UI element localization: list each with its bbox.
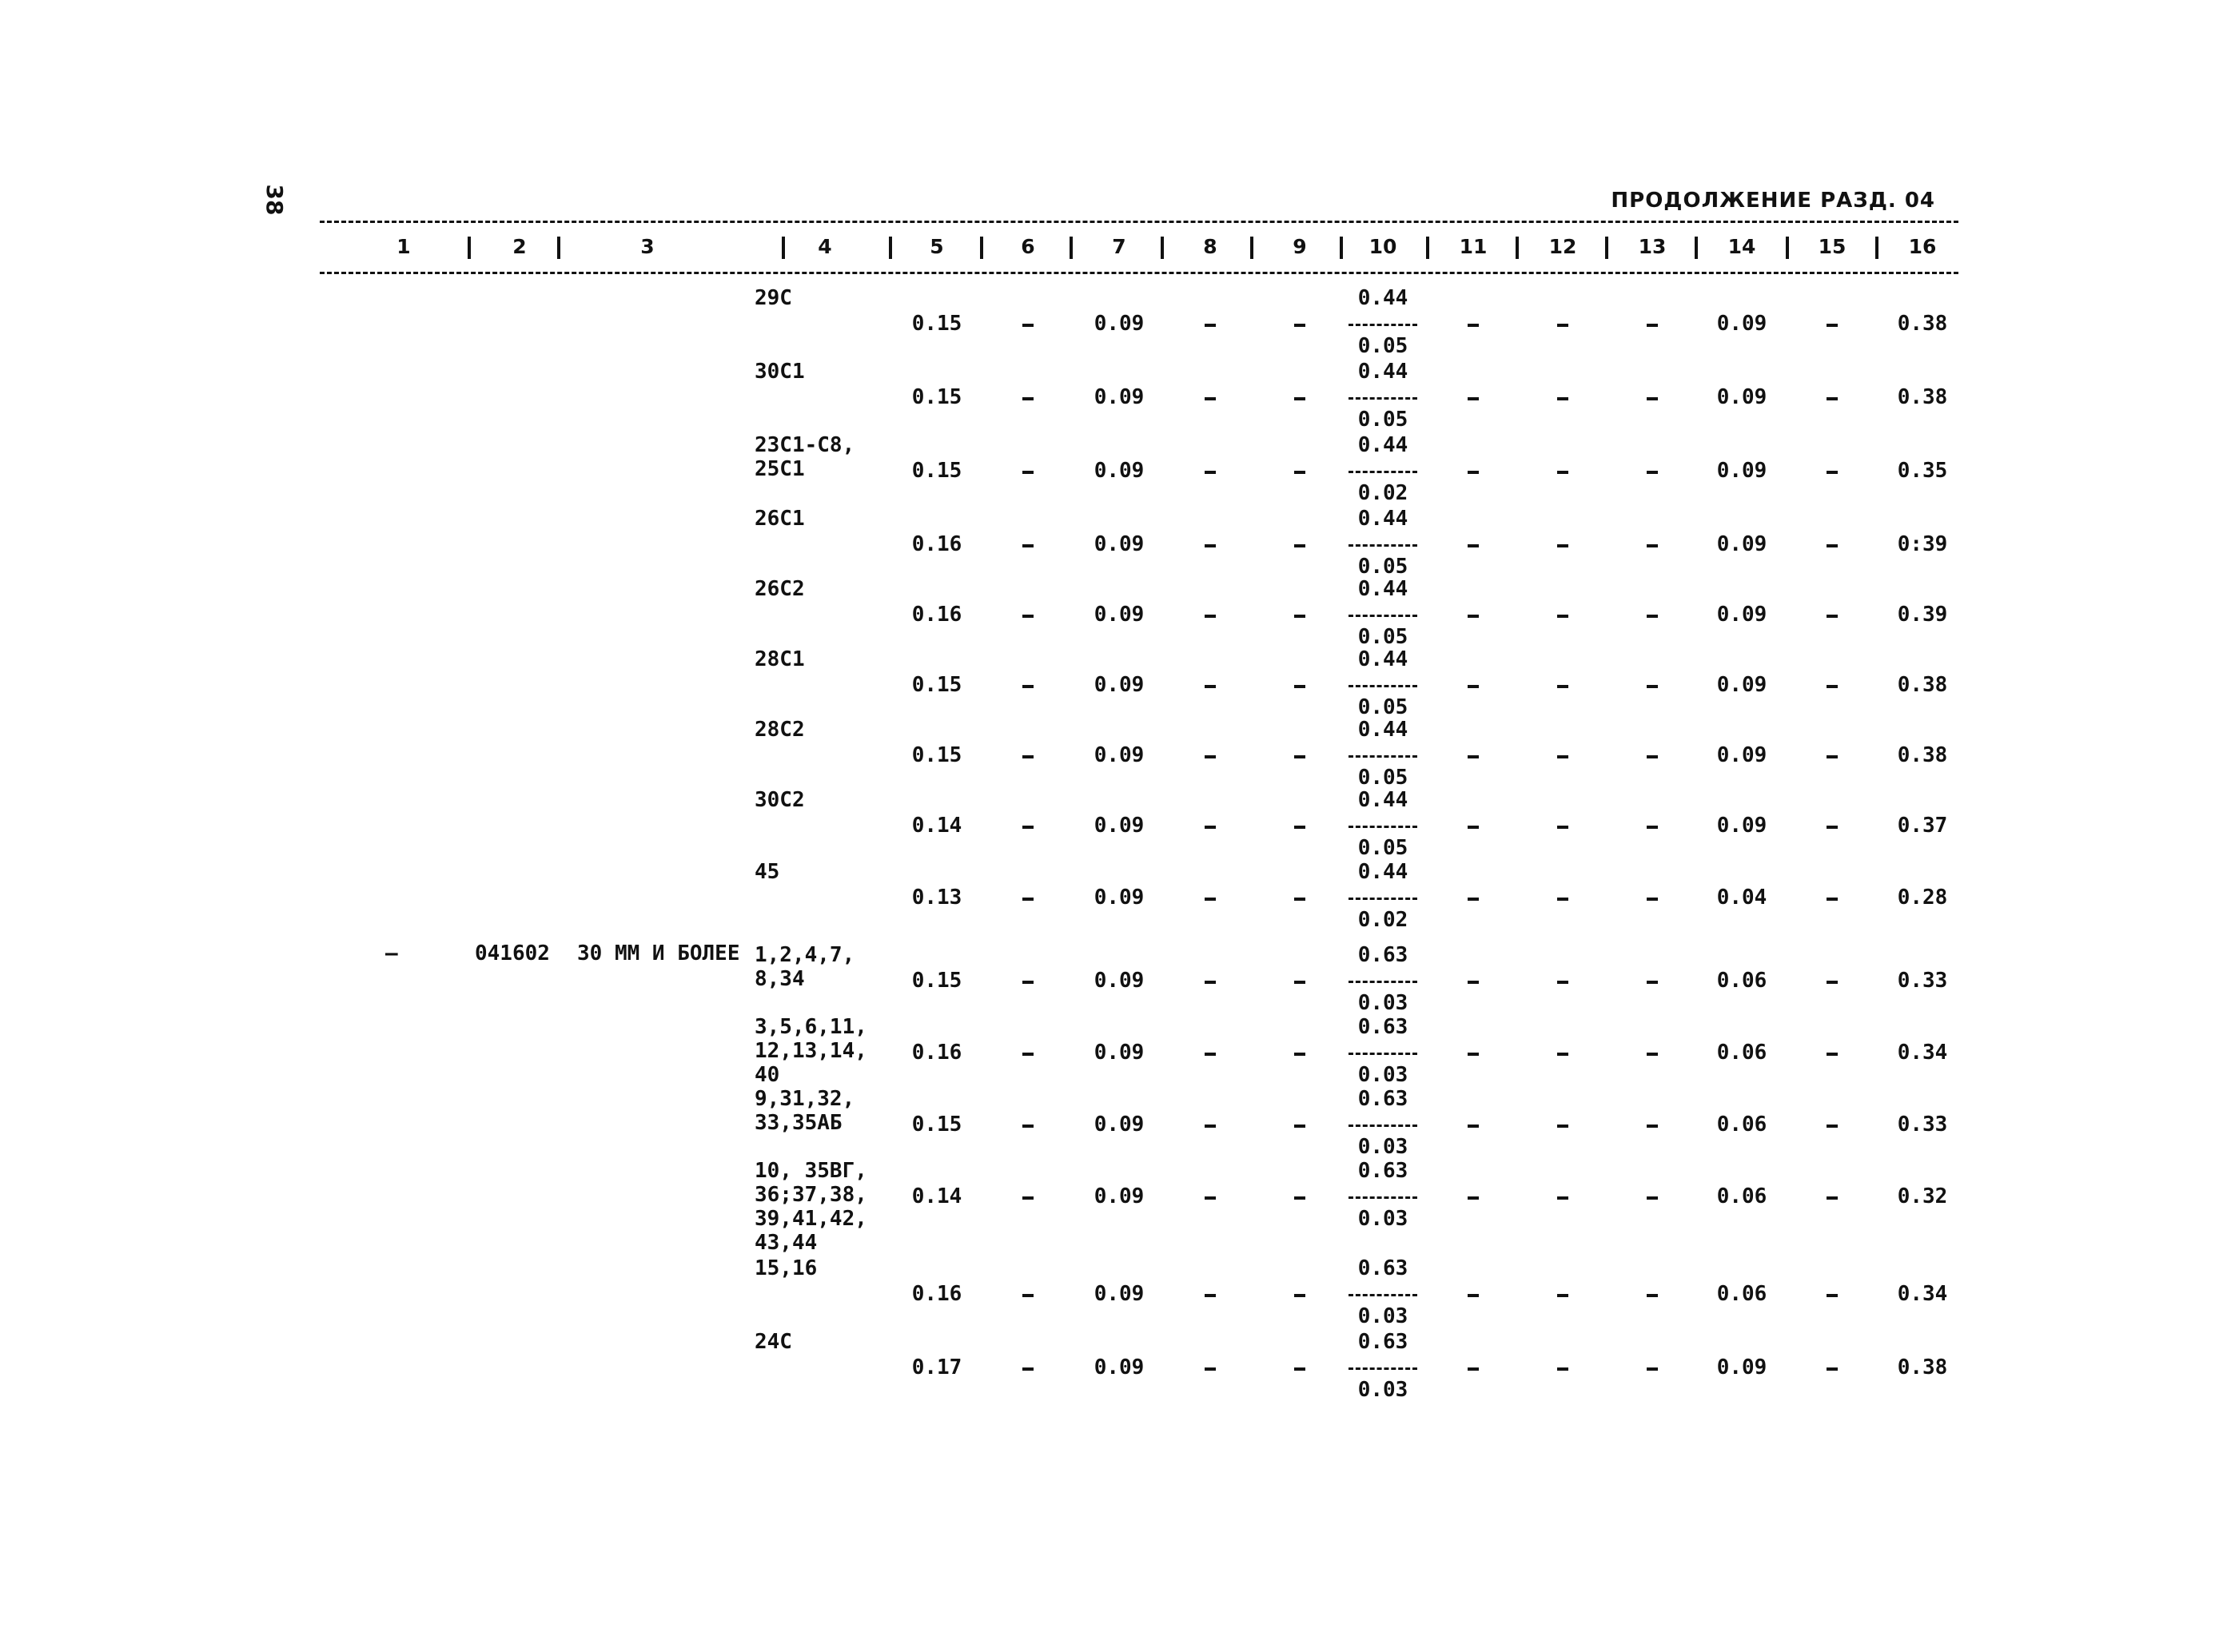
row-label: 30С1: [755, 360, 805, 384]
empty-mark: [1557, 544, 1568, 547]
cell-col16: 0.37: [1897, 814, 1948, 838]
empty-mark: [1294, 685, 1305, 688]
cell-col16: 0.34: [1897, 1282, 1948, 1306]
empty-mark: [1205, 1367, 1216, 1371]
empty-mark: [1557, 1367, 1568, 1371]
cell-col7: 0.09: [1094, 814, 1145, 838]
cell-col7: 0.09: [1094, 459, 1145, 483]
cell-col5: 0.15: [911, 459, 962, 483]
empty-mark: [1205, 544, 1216, 547]
empty-mark: [1827, 1294, 1838, 1297]
empty-mark: [1022, 615, 1034, 618]
cell-col14: 0.09: [1716, 385, 1767, 409]
empty-mark: [1022, 1367, 1034, 1371]
fraction-numerator: 0.63: [1357, 1159, 1408, 1183]
header-col-4: 4: [818, 235, 832, 258]
empty-mark: [1647, 615, 1658, 618]
cell-col14: 0.09: [1716, 459, 1767, 483]
empty-mark: [1468, 324, 1479, 327]
empty-mark: [1468, 1053, 1479, 1056]
fraction-denominator: 0.05: [1357, 334, 1408, 358]
cell-col5: 0.16: [911, 532, 962, 556]
empty-mark: [1557, 685, 1568, 688]
empty-mark: [1647, 471, 1658, 474]
fraction-denominator: 0.05: [1357, 766, 1408, 790]
empty-mark: [1647, 1367, 1658, 1371]
empty-mark: [1205, 898, 1216, 901]
empty-mark: [1468, 1196, 1479, 1200]
cell-col7: 0.09: [1094, 532, 1145, 556]
fraction-denominator: 0.03: [1357, 1304, 1408, 1328]
empty-mark: [1294, 324, 1305, 327]
fraction-denominator: 0.05: [1357, 695, 1408, 719]
empty-mark: [1557, 324, 1568, 327]
row-label: 12,13,14,: [755, 1039, 867, 1063]
fraction-numerator: 0.63: [1357, 1330, 1408, 1354]
cell-col5: 0.15: [911, 1113, 962, 1136]
cell-col16: 0:39: [1897, 532, 1948, 556]
empty-mark: [1827, 324, 1838, 327]
fraction-denominator: 0.05: [1357, 625, 1408, 649]
empty-mark: [1468, 981, 1479, 984]
row-label: 26С2: [755, 577, 805, 601]
empty-mark: [1827, 826, 1838, 829]
fraction-bar: [1349, 898, 1417, 900]
fraction-numerator: 0.63: [1357, 1015, 1408, 1039]
cell-col5: 0.15: [911, 969, 962, 993]
empty-mark: [1294, 981, 1305, 984]
fraction-bar: [1349, 615, 1417, 617]
empty-mark: [1205, 685, 1216, 688]
empty-mark: [1647, 685, 1658, 688]
cell-col7: 0.09: [1094, 743, 1145, 767]
header-col-5: 5: [930, 235, 944, 258]
empty-mark: [1205, 1196, 1216, 1200]
header-col-6: 6: [1021, 235, 1035, 258]
cell-col16: 0.38: [1897, 1355, 1948, 1379]
empty-mark: [1468, 397, 1479, 400]
fraction-numerator: 0.44: [1357, 433, 1408, 457]
cell-col7: 0.09: [1094, 312, 1145, 336]
header-col-1: 1: [396, 235, 411, 258]
empty-mark: [1022, 1125, 1034, 1128]
cell-col14: 0.06: [1716, 1041, 1767, 1065]
empty-mark: [1294, 898, 1305, 901]
row-label: 3,5,6,11,: [755, 1015, 867, 1039]
header-col-12: 12: [1548, 235, 1577, 258]
header-col-14: 14: [1727, 235, 1756, 258]
fraction-bar: [1349, 826, 1417, 828]
cell-col14: 0.06: [1716, 1113, 1767, 1136]
cell-col16: 0.35: [1897, 459, 1948, 483]
cell-col7: 0.09: [1094, 1184, 1145, 1208]
empty-mark: [1468, 615, 1479, 618]
header-col-11: 11: [1459, 235, 1488, 258]
cell-col7: 0.09: [1094, 385, 1145, 409]
fraction-numerator: 0.44: [1357, 647, 1408, 671]
empty-mark: [1557, 755, 1568, 758]
empty-mark: [1557, 397, 1568, 400]
cell-col14: 0.06: [1716, 1282, 1767, 1306]
empty-mark: [1022, 826, 1034, 829]
row-label: 25С1: [755, 457, 805, 481]
empty-mark: [1022, 685, 1034, 688]
empty-mark: [1022, 898, 1034, 901]
empty-mark: [1827, 1125, 1838, 1128]
empty-mark: [1294, 1294, 1305, 1297]
row-label: 33,35АБ: [755, 1111, 843, 1135]
fraction-denominator: 0.05: [1357, 555, 1408, 579]
cell-col14: 0.09: [1716, 603, 1767, 627]
header-col-3: 3: [640, 235, 655, 258]
cell-col14: 0.04: [1716, 886, 1767, 910]
empty-mark: [1294, 826, 1305, 829]
fraction-numerator: 0.44: [1357, 286, 1408, 310]
empty-mark: [1294, 1367, 1305, 1371]
section-description: 30 ММ И БОЛЕЕ: [577, 941, 740, 965]
empty-mark: [1827, 471, 1838, 474]
empty-mark: [1827, 1053, 1838, 1056]
cell-col5: 0.16: [911, 1041, 962, 1065]
cell-col14: 0.09: [1716, 1355, 1767, 1379]
empty-mark: [1647, 1053, 1658, 1056]
cell-col5: 0.14: [911, 814, 962, 838]
cell-col16: 0.33: [1897, 1113, 1948, 1136]
row-label: 24С: [755, 1330, 792, 1354]
row-label: 23С1-С8,: [755, 433, 855, 457]
empty-mark: [1827, 1367, 1838, 1371]
fraction-denominator: 0.03: [1357, 1135, 1408, 1159]
section-code: 041602: [475, 941, 550, 965]
fraction-bar: [1349, 324, 1417, 326]
empty-mark: [1205, 324, 1216, 327]
fraction-denominator: 0.03: [1357, 991, 1408, 1015]
row-label: 29С: [755, 286, 792, 310]
cell-col5: 0.15: [911, 673, 962, 697]
empty-mark: [1827, 615, 1838, 618]
fraction-bar: [1349, 397, 1417, 400]
row-label: 1,2,4,7,: [755, 943, 855, 967]
empty-mark: [1827, 685, 1838, 688]
empty-mark: [1827, 898, 1838, 901]
empty-mark: [1827, 981, 1838, 984]
header-col-2: 2: [512, 235, 527, 258]
cell-col5: 0.15: [911, 743, 962, 767]
cell-col16: 0.39: [1897, 603, 1948, 627]
empty-mark: [1205, 471, 1216, 474]
fraction-numerator: 0.44: [1357, 577, 1408, 601]
fraction-numerator: 0.44: [1357, 507, 1408, 531]
fraction-denominator: 0.03: [1357, 1207, 1408, 1231]
header-col-9: 9: [1293, 235, 1307, 258]
empty-mark: [1827, 397, 1838, 400]
fraction-bar: [1349, 471, 1417, 473]
empty-mark: [1557, 826, 1568, 829]
header-col-13: 13: [1638, 235, 1667, 258]
empty-mark: [1468, 755, 1479, 758]
fraction-denominator: 0.05: [1357, 836, 1408, 860]
empty-mark: [1022, 471, 1034, 474]
cell-col7: 0.09: [1094, 1041, 1145, 1065]
header-col-8: 8: [1203, 235, 1217, 258]
fraction-bar: [1349, 1367, 1417, 1370]
row-label: 28С1: [755, 647, 805, 671]
cell-col14: 0.09: [1716, 673, 1767, 697]
fraction-numerator: 0.63: [1357, 1087, 1408, 1111]
cell-col7: 0.09: [1094, 673, 1145, 697]
cell-col7: 0.09: [1094, 969, 1145, 993]
empty-mark: [1022, 544, 1034, 547]
row-label: 15,16: [755, 1256, 818, 1280]
fraction-numerator: 0.44: [1357, 360, 1408, 384]
empty-mark: [1022, 1053, 1034, 1056]
fraction-bar: [1349, 1196, 1417, 1199]
header-col-7: 7: [1112, 235, 1126, 258]
header-col-16: 16: [1908, 235, 1937, 258]
empty-mark: [1557, 1196, 1568, 1200]
fraction-bar: [1349, 755, 1417, 758]
cell-col5: 0.15: [911, 312, 962, 336]
empty-mark: [1647, 1125, 1658, 1128]
empty-mark: [1557, 615, 1568, 618]
cell-col16: 0.32: [1897, 1184, 1948, 1208]
fraction-numerator: 0.63: [1357, 1256, 1408, 1280]
empty-mark: [1022, 1196, 1034, 1200]
empty-mark: [1205, 1294, 1216, 1297]
empty-mark: [1205, 981, 1216, 984]
empty-mark: [1294, 1196, 1305, 1200]
cell-col14: 0.06: [1716, 969, 1767, 993]
cell-col14: 0.09: [1716, 312, 1767, 336]
fraction-bar: [1349, 981, 1417, 983]
cell-col7: 0.09: [1094, 603, 1145, 627]
empty-mark: [1294, 1125, 1305, 1128]
row-label: 36;37,38,: [755, 1183, 867, 1207]
empty-mark: [1205, 397, 1216, 400]
fraction-denominator: 0.03: [1357, 1063, 1408, 1087]
empty-mark: [1468, 898, 1479, 901]
cell-col16: 0.38: [1897, 743, 1948, 767]
fraction-bar: [1349, 685, 1417, 687]
cell-col7: 0.09: [1094, 1113, 1145, 1136]
fraction-denominator: 0.05: [1357, 408, 1408, 432]
row-label: 9,31,32,: [755, 1087, 855, 1111]
cell-col5: 0.17: [911, 1355, 962, 1379]
fraction-numerator: 0.44: [1357, 718, 1408, 742]
continuation-title: ПРОДОЛЖЕНИЕ РАЗД. 04: [1611, 189, 1935, 213]
empty-mark: [1557, 1294, 1568, 1297]
cell-col14: 0.09: [1716, 814, 1767, 838]
cell-col14: 0.09: [1716, 532, 1767, 556]
cell-col16: 0.33: [1897, 969, 1948, 993]
row-label: 45: [755, 860, 780, 884]
empty-mark: [1647, 324, 1658, 327]
empty-mark: [1294, 755, 1305, 758]
cell-col16: 0.38: [1897, 673, 1948, 697]
section-col1: –: [385, 941, 398, 965]
fraction-bar: [1349, 544, 1417, 547]
empty-mark: [1468, 1367, 1479, 1371]
empty-mark: [1557, 981, 1568, 984]
header-col-15: 15: [1818, 235, 1847, 258]
empty-mark: [1647, 1294, 1658, 1297]
empty-mark: [1205, 1053, 1216, 1056]
empty-mark: [1557, 1053, 1568, 1056]
cell-col16: 0.38: [1897, 385, 1948, 409]
empty-mark: [1205, 1125, 1216, 1128]
empty-mark: [1294, 397, 1305, 400]
row-label: 26С1: [755, 507, 805, 531]
fraction-numerator: 0.44: [1357, 860, 1408, 884]
empty-mark: [1468, 544, 1479, 547]
fraction-denominator: 0.02: [1357, 908, 1408, 932]
fraction-bar: [1349, 1125, 1417, 1127]
empty-mark: [1468, 1294, 1479, 1297]
empty-mark: [1294, 544, 1305, 547]
cell-col5: 0.16: [911, 603, 962, 627]
empty-mark: [1468, 471, 1479, 474]
fraction-bar: [1349, 1294, 1417, 1296]
empty-mark: [1557, 898, 1568, 901]
row-label: 39,41,42,: [755, 1207, 867, 1231]
empty-mark: [1827, 544, 1838, 547]
row-label: 40: [755, 1063, 780, 1087]
empty-mark: [1205, 755, 1216, 758]
cell-col5: 0.14: [911, 1184, 962, 1208]
empty-mark: [1827, 1196, 1838, 1200]
empty-mark: [1022, 397, 1034, 400]
cell-col7: 0.09: [1094, 1355, 1145, 1379]
empty-mark: [1647, 981, 1658, 984]
empty-mark: [1294, 1053, 1305, 1056]
empty-mark: [1468, 826, 1479, 829]
cell-col14: 0.09: [1716, 743, 1767, 767]
empty-mark: [1022, 324, 1034, 327]
fraction-denominator: 0.02: [1357, 481, 1408, 505]
cell-col5: 0.15: [911, 385, 962, 409]
fraction-bar: [1349, 1053, 1417, 1055]
row-label: 28С2: [755, 718, 805, 742]
empty-mark: [1294, 471, 1305, 474]
empty-mark: [1022, 981, 1034, 984]
page-number: 38: [261, 184, 288, 216]
row-label: 10, 35ВГ,: [755, 1159, 867, 1183]
row-label: 8,34: [755, 967, 805, 991]
empty-mark: [1647, 898, 1658, 901]
empty-mark: [1468, 1125, 1479, 1128]
fraction-numerator: 0.63: [1357, 943, 1408, 967]
empty-mark: [1647, 544, 1658, 547]
empty-mark: [1647, 755, 1658, 758]
header-col-10: 10: [1368, 235, 1397, 258]
empty-mark: [1022, 1294, 1034, 1297]
empty-mark: [1205, 615, 1216, 618]
cell-col7: 0.09: [1094, 1282, 1145, 1306]
cell-col5: 0.13: [911, 886, 962, 910]
fraction-denominator: 0.03: [1357, 1378, 1408, 1402]
cell-col16: 0.34: [1897, 1041, 1948, 1065]
empty-mark: [1468, 685, 1479, 688]
cell-col16: 0.28: [1897, 886, 1948, 910]
row-label: 43,44: [755, 1231, 818, 1255]
empty-mark: [1022, 755, 1034, 758]
fraction-numerator: 0.44: [1357, 788, 1408, 812]
cell-col7: 0.09: [1094, 886, 1145, 910]
cell-col16: 0.38: [1897, 312, 1948, 336]
cell-col14: 0.06: [1716, 1184, 1767, 1208]
row-label: 30С2: [755, 788, 805, 812]
empty-mark: [1647, 1196, 1658, 1200]
empty-mark: [1205, 826, 1216, 829]
empty-mark: [1647, 397, 1658, 400]
empty-mark: [1557, 471, 1568, 474]
empty-mark: [1827, 755, 1838, 758]
empty-mark: [1294, 615, 1305, 618]
empty-mark: [1557, 1125, 1568, 1128]
cell-col5: 0.16: [911, 1282, 962, 1306]
empty-mark: [1647, 826, 1658, 829]
